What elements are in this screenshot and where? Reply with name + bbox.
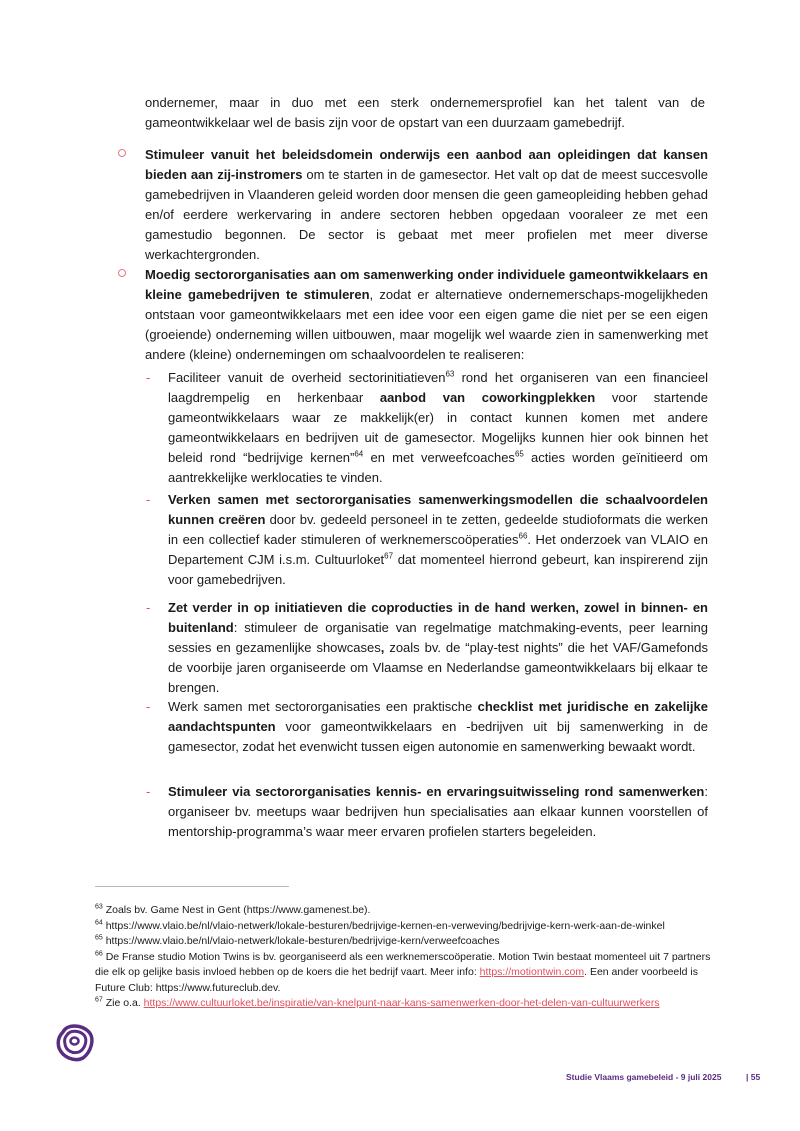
footnote-ref-63[interactable]: 63 [445,369,455,379]
dash-bullet-icon: - [146,784,151,799]
sub-item-text [168,782,708,842]
footnote-ref-64[interactable]: 64 [354,449,364,459]
footnote-text: Zoals bv. Game Nest in Gent (https://www.gamenest.be). [102,904,371,916]
text-run: voor gameontwikkelaars en -bedrijven uit bij samenwerking in de gamesector, zodat het evenwicht tussen eigen autonomie en samenwerking bewaakt wordt. [168,719,708,754]
footnotes [95,903,715,1012]
footnote-text: https://www.vlaio.be/nl/vlaio-netwerk/lokale-besturen/bedrijvige-kernen-en-verweving/bedrijvige-kern-werk-aan-de-winkel [102,919,665,932]
hollow-circle-bullet-icon [118,149,126,157]
dash-bullet-icon: - [146,600,151,615]
footnote-number: 65 [95,934,103,942]
text-run: rond het organiseren van een financieel laagdrempelig en herkenbaar [168,370,708,405]
footnote-number: 64 [95,919,103,926]
sub-item-text [168,368,708,488]
motiontwin-link[interactable]: https://motiontwin.com [479,966,585,978]
dash-bullet-icon: - [146,699,151,714]
footnote-ref-65[interactable]: 65 [514,449,524,459]
text-run: door bv. gedeeld personeel in te zetten, gedeelde studioformats die werken in een collectief kader stimuleren of werknemerscoöperaties [168,512,708,547]
sub-item-checklist [146,697,708,757]
bold-text: Stimuleer via sectororganisaties kennis- en ervaringsuitwisseling rond samenwerken [168,784,705,799]
sub-item-coworking [146,368,708,488]
dash-bullet-icon: - [146,370,151,385]
footnote-text: . Een ander voorbeeld is Future Club: https://www.futureclub.dev. [95,966,698,994]
bullet-bold-text: Stimuleer vanuit het beleidsdomein onderwijs een aanbod aan opleidingen dat kansen bieden aan zij-instromers [145,147,708,182]
spiral-logo-icon [55,1022,95,1062]
bold-text: , [380,640,385,655]
bullet-text [145,265,708,365]
sub-item-coproducties [146,598,708,698]
sub-item-samenwerkingsmodellen [146,490,708,590]
text-run: voor startende gameontwikkelaars waar ze makkelijk(er) in contact kunnen komen met andere gameontwikkelaars en bedrijven uit de gamesector. Mogelijks kunnen hier ook binnen het beleid rond “bedrijvige kernen” [168,390,708,465]
bold-text: checklist met juridische en zakelijke aandachtspunten [168,699,708,734]
text-run: : stimuleer de organisatie van regelmatige matchmaking-events, peer learning sessies en gezamenlijke showcases [168,620,708,655]
sub-item-kennisuitwisseling [146,782,708,842]
footnote-63 [95,903,715,919]
footnote-number: 66 [95,950,103,957]
footnote-66 [95,950,715,997]
cultuurloket-link[interactable]: https://www.cultuurloket.be/inspiratie/van-knelpunt-naar-kans-samenwerken-door-het-delen-van-cultuurwerkers [143,997,660,1009]
footnote-ref-67[interactable]: 67 [384,551,394,561]
text-run: zoals bv. de “play-test nights” die het VAF/Gamefonds de voorbije jaren organiseerde om Vlaamse en Nederlandse gameontwikkelaars bij elkaar te brengen. [168,640,708,695]
text-run: . Het onderzoek van VLAIO en Departement CJM i.s.m. Cultuurloket [168,532,709,567]
bullet-item-zij-instromers [118,145,708,265]
sub-item-text [168,598,708,698]
footnote-text: Zie o.a. [102,997,144,1009]
text-run: acties worden geïnitieerd om aantrekkelijke werklocaties te vinden. [168,450,708,485]
footnote-65 [95,934,715,950]
text-run: dat momenteel hierrond gebeurt, kan inspirerend zijn voor gamebedrijven. [168,552,709,587]
bullet-rest-text: om te starten in de gamesector. Het valt op dat de meest succesvolle gamebedrijven in Vlaanderen geleid worden door mensen die geen gameopleiding hebben gehad en/of eerdere werkervaring in andere sectoren hebben opgedaan vooraleer ze met een gamestudio begonnen. De sector is gebaat met meer profielen met meer diverse werkachtergronden. [145,167,709,262]
text-run: Faciliteer vanuit de overheid sectorinitiatieven [168,370,446,385]
bold-text: Zet verder in op initiatieven die coproducties in de hand werken, zowel in binnen- en buitenland [168,600,708,635]
sub-item-text [168,490,708,590]
footnote-67 [95,996,715,1012]
bullet-rest-text: , zodat er alternatieve ondernemerschaps-mogelijkheden ontstaan voor gameontwikkelaars met een idee voor een eigen game die niet per se een eigen (groeiende) onderneming willen uitbouwen, maar mogelijk wel waarde zien in samenwerking met andere (kleine) ondernemingen om schaalvoordelen te realiseren: [145,287,708,362]
page-number: | 55 [746,1072,761,1082]
text-run: : organiseer bv. meetups waar bedrijven hun specialisaties aan elkaar kunnen voorstellen of mentorship-programma’s waar meer ervaren profielen starters begeleiden. [168,784,708,839]
footnote-ref-66[interactable]: 66 [518,531,528,541]
intro-text: ondernemer, maar in duo met een sterk ondernemersprofiel kan het talent van de gameontwikkelaar wel de basis zijn voor de opstart van een duurzaam gamebedrijf. [145,95,705,130]
sub-item-text [168,697,708,757]
footnote-64 [95,919,715,935]
footnote-number: 63 [95,903,103,911]
intro-paragraph [145,93,705,133]
hollow-circle-bullet-icon [118,269,126,277]
dash-bullet-icon: - [146,492,151,507]
footer-document-title: Studie Vlaams gamebeleid - 9 juli 2025 [566,1072,722,1082]
bullet-text [145,145,708,265]
bullet-bold-text: Moedig sectororganisaties aan om samenwerking onder individuele gameontwikkelaars en kleine gamebedrijven te stimuleren [145,267,708,302]
text-run: Werk samen met sectororganisaties een praktische [168,699,478,714]
footnote-divider [95,886,289,887]
footnote-number: 67 [95,996,103,1004]
footnote-text: https://www.vlaio.be/nl/vlaio-netwerk/lokale-besturen/bedrijvige-kern/verweefcoaches [102,935,500,947]
bullet-item-samenwerking [118,265,708,365]
text-run: en met verweefcoaches [363,450,515,465]
bold-text: Verken samen met sectororganisaties samenwerkingsmodellen die schaalvoordelen kunnen creëren [168,492,708,527]
footnote-text: De Franse studio Motion Twins is bv. georganiseerd als een werknemerscoöperatie. Motion Twin bestaat momenteel uit 7 partners die elk op gelijke basis invloed hebben op de koers die het bedrijf vaart. Meer info: [95,950,711,978]
bold-text: aanbod van coworkingplekken [379,390,596,405]
